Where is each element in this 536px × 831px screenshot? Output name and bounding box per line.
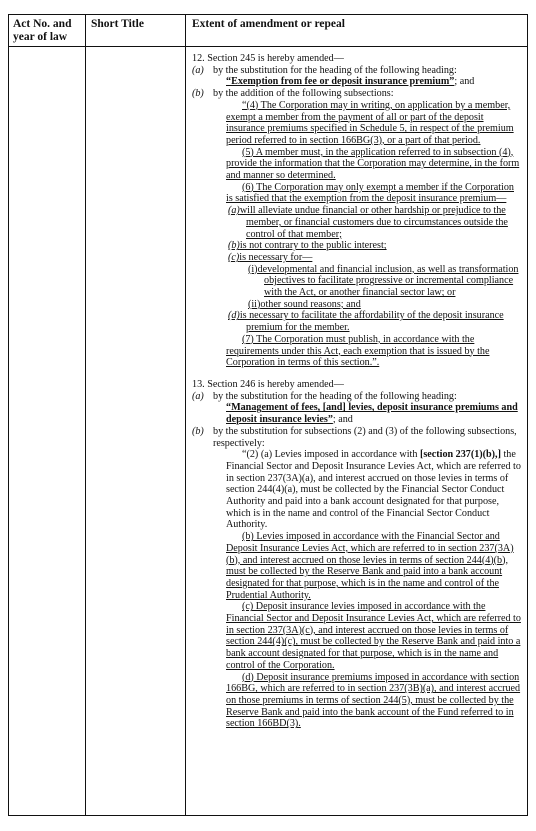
s12-para-c — [192, 252, 522, 264]
s13-item-a-end: ; and — [332, 414, 353, 426]
s12-item-a-letter: (a) — [192, 64, 204, 76]
section-gap — [192, 369, 522, 379]
s12-para-d-letter: (d) — [228, 310, 240, 322]
s12-para-a-text: will alleviate undue financial or other hardship or prejudice to the member, or financial customers due to circumstances outside the control of that member; — [239, 205, 508, 240]
s12-subpara-i-text: developmental and financial inclusion, as well as transformation objectives to facilitate progressive or incremental compliance with the Act, or another financial sector law; or — [257, 263, 519, 299]
s13-item-a-letter: (a) — [192, 390, 204, 402]
column-divider-2 — [185, 15, 186, 815]
header-short-title: Short Title — [91, 18, 144, 30]
s12-subsection-4: “(4) The Corporation may in writing, on application by a member, exempt a member from the payment of all or part of the deposit insurance premiums specified in Schedule 5, in respect of the premium period referred to in section 166BG(3), or a part of that period. — [226, 99, 514, 146]
s13-item-b — [192, 426, 522, 449]
s12-subpara-ii-text: other sound reasons; and — [260, 298, 361, 310]
s12-subsection-5: (5) A member must, in the application referred to in subsection (4), provide the information that the Corporation may determine, in the form and manner so determined. — [226, 146, 520, 182]
s12-item-a-text: by the substitution for the heading of the following heading: — [213, 64, 457, 76]
s12-new-heading-line — [192, 76, 522, 88]
s13-subsection-2d: (d) Deposit insurance premiums imposed in accordance with section 166BG, which are referred to in section 237(3B)(a), and interest accrued on those premiums in terms of section 244(5), must be collected by the Reserve Bank and paid into the bank account of the Fund referred to in section 166BD(3). — [226, 671, 521, 730]
s12-subpara-i — [192, 264, 522, 299]
s13-sub2a-part2: the Financial Sector and Deposit Insurance Levies Act, which are referred to in section 237(3A)(a), and interest accrued on those levies in terms of section 244(4)(a), must be collected by the Financial Sector Conduct Authority and paid into a bank account designated for that purpose, which is in the name and control of the Financial Sector Conduct Authority. — [226, 449, 521, 531]
s13-sub2a-deleted: [section 237(1)(b),] — [419, 449, 501, 461]
s12-item-b-text: by the addition of the following subsections: — [213, 88, 394, 100]
s12-subsection-7: (7) The Corporation must publish, in accordance with the requirements under this Act, each exemption that is issued by the Corporation in terms of this section.”. — [226, 333, 490, 369]
s12-item-b — [192, 88, 522, 100]
s12-para-b-letter: (b) — [228, 240, 240, 252]
extent-column-body — [192, 53, 522, 730]
amendment-table — [8, 14, 528, 816]
s13-new-heading-line — [192, 402, 522, 425]
s13-item-a-text: by the substitution for the heading of the following heading: — [213, 390, 457, 402]
s12-item-a — [192, 65, 522, 77]
section-13-intro: 13. Section 246 is hereby amended— — [192, 378, 344, 390]
s13-sub2a-part1: “(2) (a) Levies imposed in accordance with — [242, 449, 420, 461]
s12-para-b-text: is not contrary to the public interest; — [239, 240, 387, 252]
s13-subsection-2b: (b) Levies imposed in accordance with the Financial Sector and Deposit Insurance Levies Act, which are referred to in section 237(3A)(b), and interest accrued on those levies in terms of section 244(4)(b), must be collected by the Reserve Bank and paid into a bank account designated for that purpose, which is in the name and control of the Prudential Authority. — [226, 531, 514, 601]
s13-new-heading: “Management of fees, [and] levies, deposit insurance premiums and deposit insurance levies” — [226, 402, 518, 426]
s12-subpara-ii — [192, 299, 522, 311]
s12-item-b-letter: (b) — [192, 88, 204, 100]
s12-subsection-6: (6) The Corporation may only exempt a member if the Corporation is satisfied that the exemption from the deposit insurance premium— — [226, 181, 514, 205]
s13-item-b-text: by the substitution for subsections (2) and (3) of the following subsections, respectively: — [213, 425, 517, 449]
s12-para-b — [192, 240, 522, 252]
s12-para-c-letter: (c) — [228, 251, 240, 263]
section-12-intro: 12. Section 245 is hereby amended— — [192, 53, 344, 64]
header-extent: Extent of amendment or repeal — [192, 18, 345, 30]
header-act-no-year: Act No. and year of law — [13, 18, 72, 43]
s12-item-a-end: ; and — [454, 76, 475, 88]
s13-item-a — [192, 391, 522, 403]
s12-para-c-text: is necessary for— — [239, 251, 313, 263]
s12-para-d — [192, 310, 522, 333]
s12-subpara-ii-letter: (ii) — [248, 298, 261, 310]
s12-para-a-letter: (a) — [228, 205, 240, 217]
header-divider — [9, 46, 527, 47]
column-divider-1 — [85, 15, 86, 815]
s12-new-heading: “Exemption from fee or deposit insurance premium” — [226, 76, 455, 88]
s13-subsection-2a — [192, 449, 522, 531]
s12-para-d-text: is necessary to facilitate the affordability of the deposit insurance premium for the member. — [239, 310, 504, 334]
s12-para-a — [192, 205, 522, 240]
s13-item-b-letter: (b) — [192, 425, 204, 437]
s12-subpara-i-letter: (i) — [248, 263, 258, 275]
s13-subsection-2c: (c) Deposit insurance levies imposed in accordance with the Financial Sector and Deposit Insurance Levies Act, which are referred to in section 237(3A)(c), and interest accrued on those levies in terms of section 244(4)(c), must be collected by the Reserve Bank and paid into a bank account designated for that purpose, which is in the name and control of the Corporation. — [226, 601, 521, 671]
